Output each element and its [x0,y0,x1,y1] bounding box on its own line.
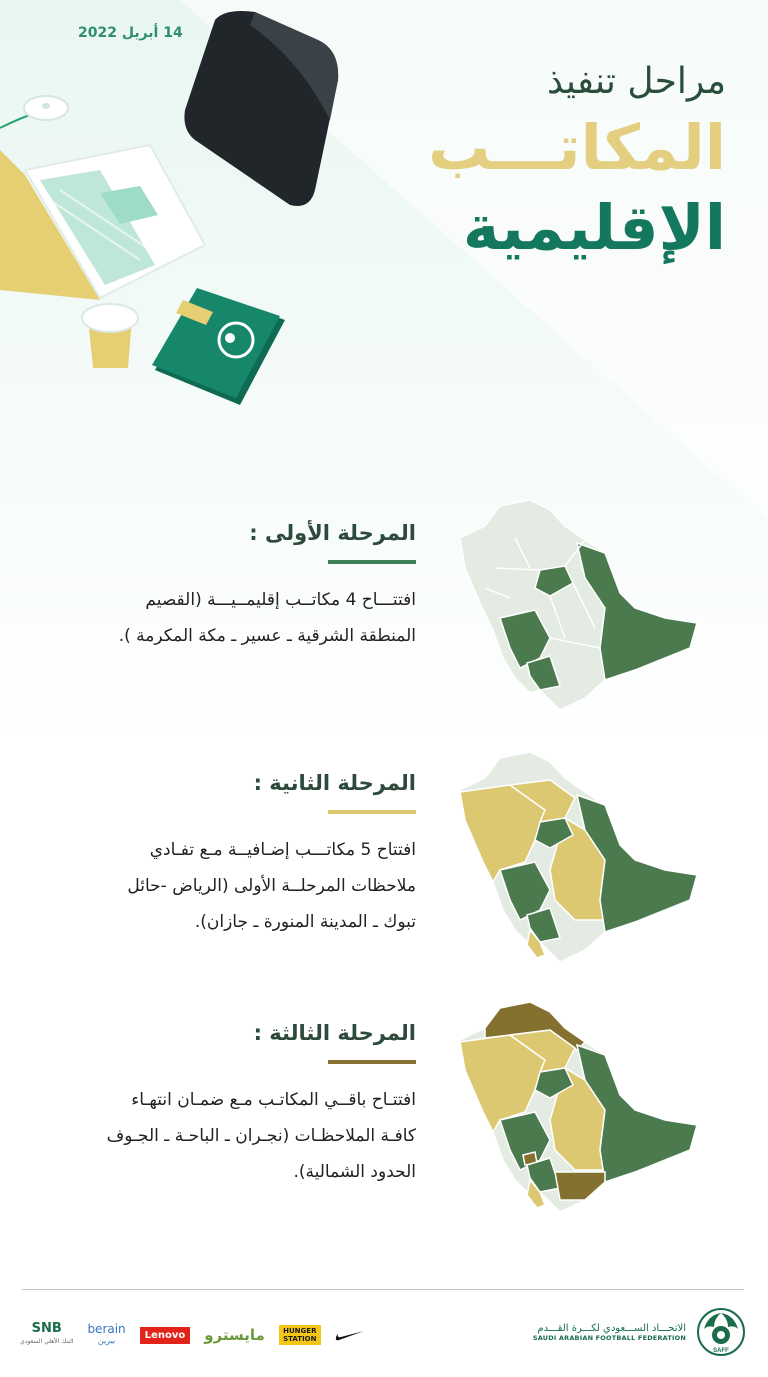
phase-3-map [455,1000,705,1220]
title-block [428,58,726,266]
mouse-icon [24,96,68,120]
phase-3-section [56,1018,416,1190]
phase-2-section [56,768,416,940]
phase-2-line-3: تبوك ـ المدينة المنورة ـ جازان). [194,912,416,932]
title-line-2: المكاتـــب [428,111,726,184]
federation-name-en: SAUDI ARABIAN FOOTBALL FEDERATION [532,1333,686,1342]
footer-divider [22,1289,744,1290]
snb-logo-text: SNB [31,1321,62,1336]
phase-3-underline [328,1060,416,1064]
phase-1-section [56,518,416,654]
phase-3-line-1: افتتـاح باقــي المكاتـب مـع ضمـان انتهـاء [131,1090,416,1110]
federation-logo-block [533,1307,746,1357]
federation-name-ar: الاتحـــاد الســـعودي لكـــرة القـــدم [537,1322,686,1334]
chair-icon [184,11,338,206]
phase-2-heading: المرحلة الثانية : [253,771,416,795]
phase-3-line-2: كافـة الملاحظـات (نجـران ـ الباحـة ـ الجـوف [106,1126,416,1146]
phase-1-heading: المرحلة الأولى : [249,521,416,545]
saff-emblem-text: SAFF [713,1348,729,1354]
phase-3-heading: المرحلة الثالثة : [253,1021,416,1045]
phase-3-line-3: الحدود الشمالية). [293,1162,416,1182]
berain-logo [87,1323,125,1347]
title-line-3: الإقليمية [462,191,726,264]
date-label: 14 أبريل 2022 [78,25,183,41]
phase-1-line-2: المنطقة الشرقية ـ عسير ـ مكة المكرمة ). [118,626,416,646]
phase-2-line-2: ملاحظات المرحلــة الأولى (الرياض -حائل [127,876,416,896]
map-outline [460,500,697,710]
federation-name [533,1323,686,1342]
phase-2-underline [328,810,416,814]
coffee-cup-icon [82,304,138,368]
desk-illustration [0,0,360,420]
berain-logo-ar: بيرين [97,1336,116,1345]
snb-logo-subtext: البنك الأهلي السعودي [20,1338,74,1345]
nike-swoosh-icon [335,1328,365,1342]
phase-2-line-1: افتتاح 5 مكاتـــب إضـافيــة مـع تفـادي [149,840,416,860]
sponsor-logos [20,1322,365,1348]
hunger-station-logo: HUNGER STATION [279,1325,321,1345]
saff-emblem-icon [696,1307,746,1357]
title-line-1: مراحل تنفيذ [547,61,726,102]
phase-2-map [455,750,705,970]
region-najran [555,1172,605,1200]
maestro-logo: مايسترو [204,1326,265,1344]
laptop-icon [0,145,205,300]
phase-1-map [455,498,705,718]
phase-1-underline [328,560,416,564]
phase-1-line-1: افتتـــاح 4 مكاتــب إقليمــيـــة (القصيم [145,590,416,610]
wallet-icon [152,288,285,405]
berain-logo-text: berain [87,1322,126,1336]
lenovo-logo: Lenovo [140,1327,191,1344]
snb-logo [20,1322,73,1348]
